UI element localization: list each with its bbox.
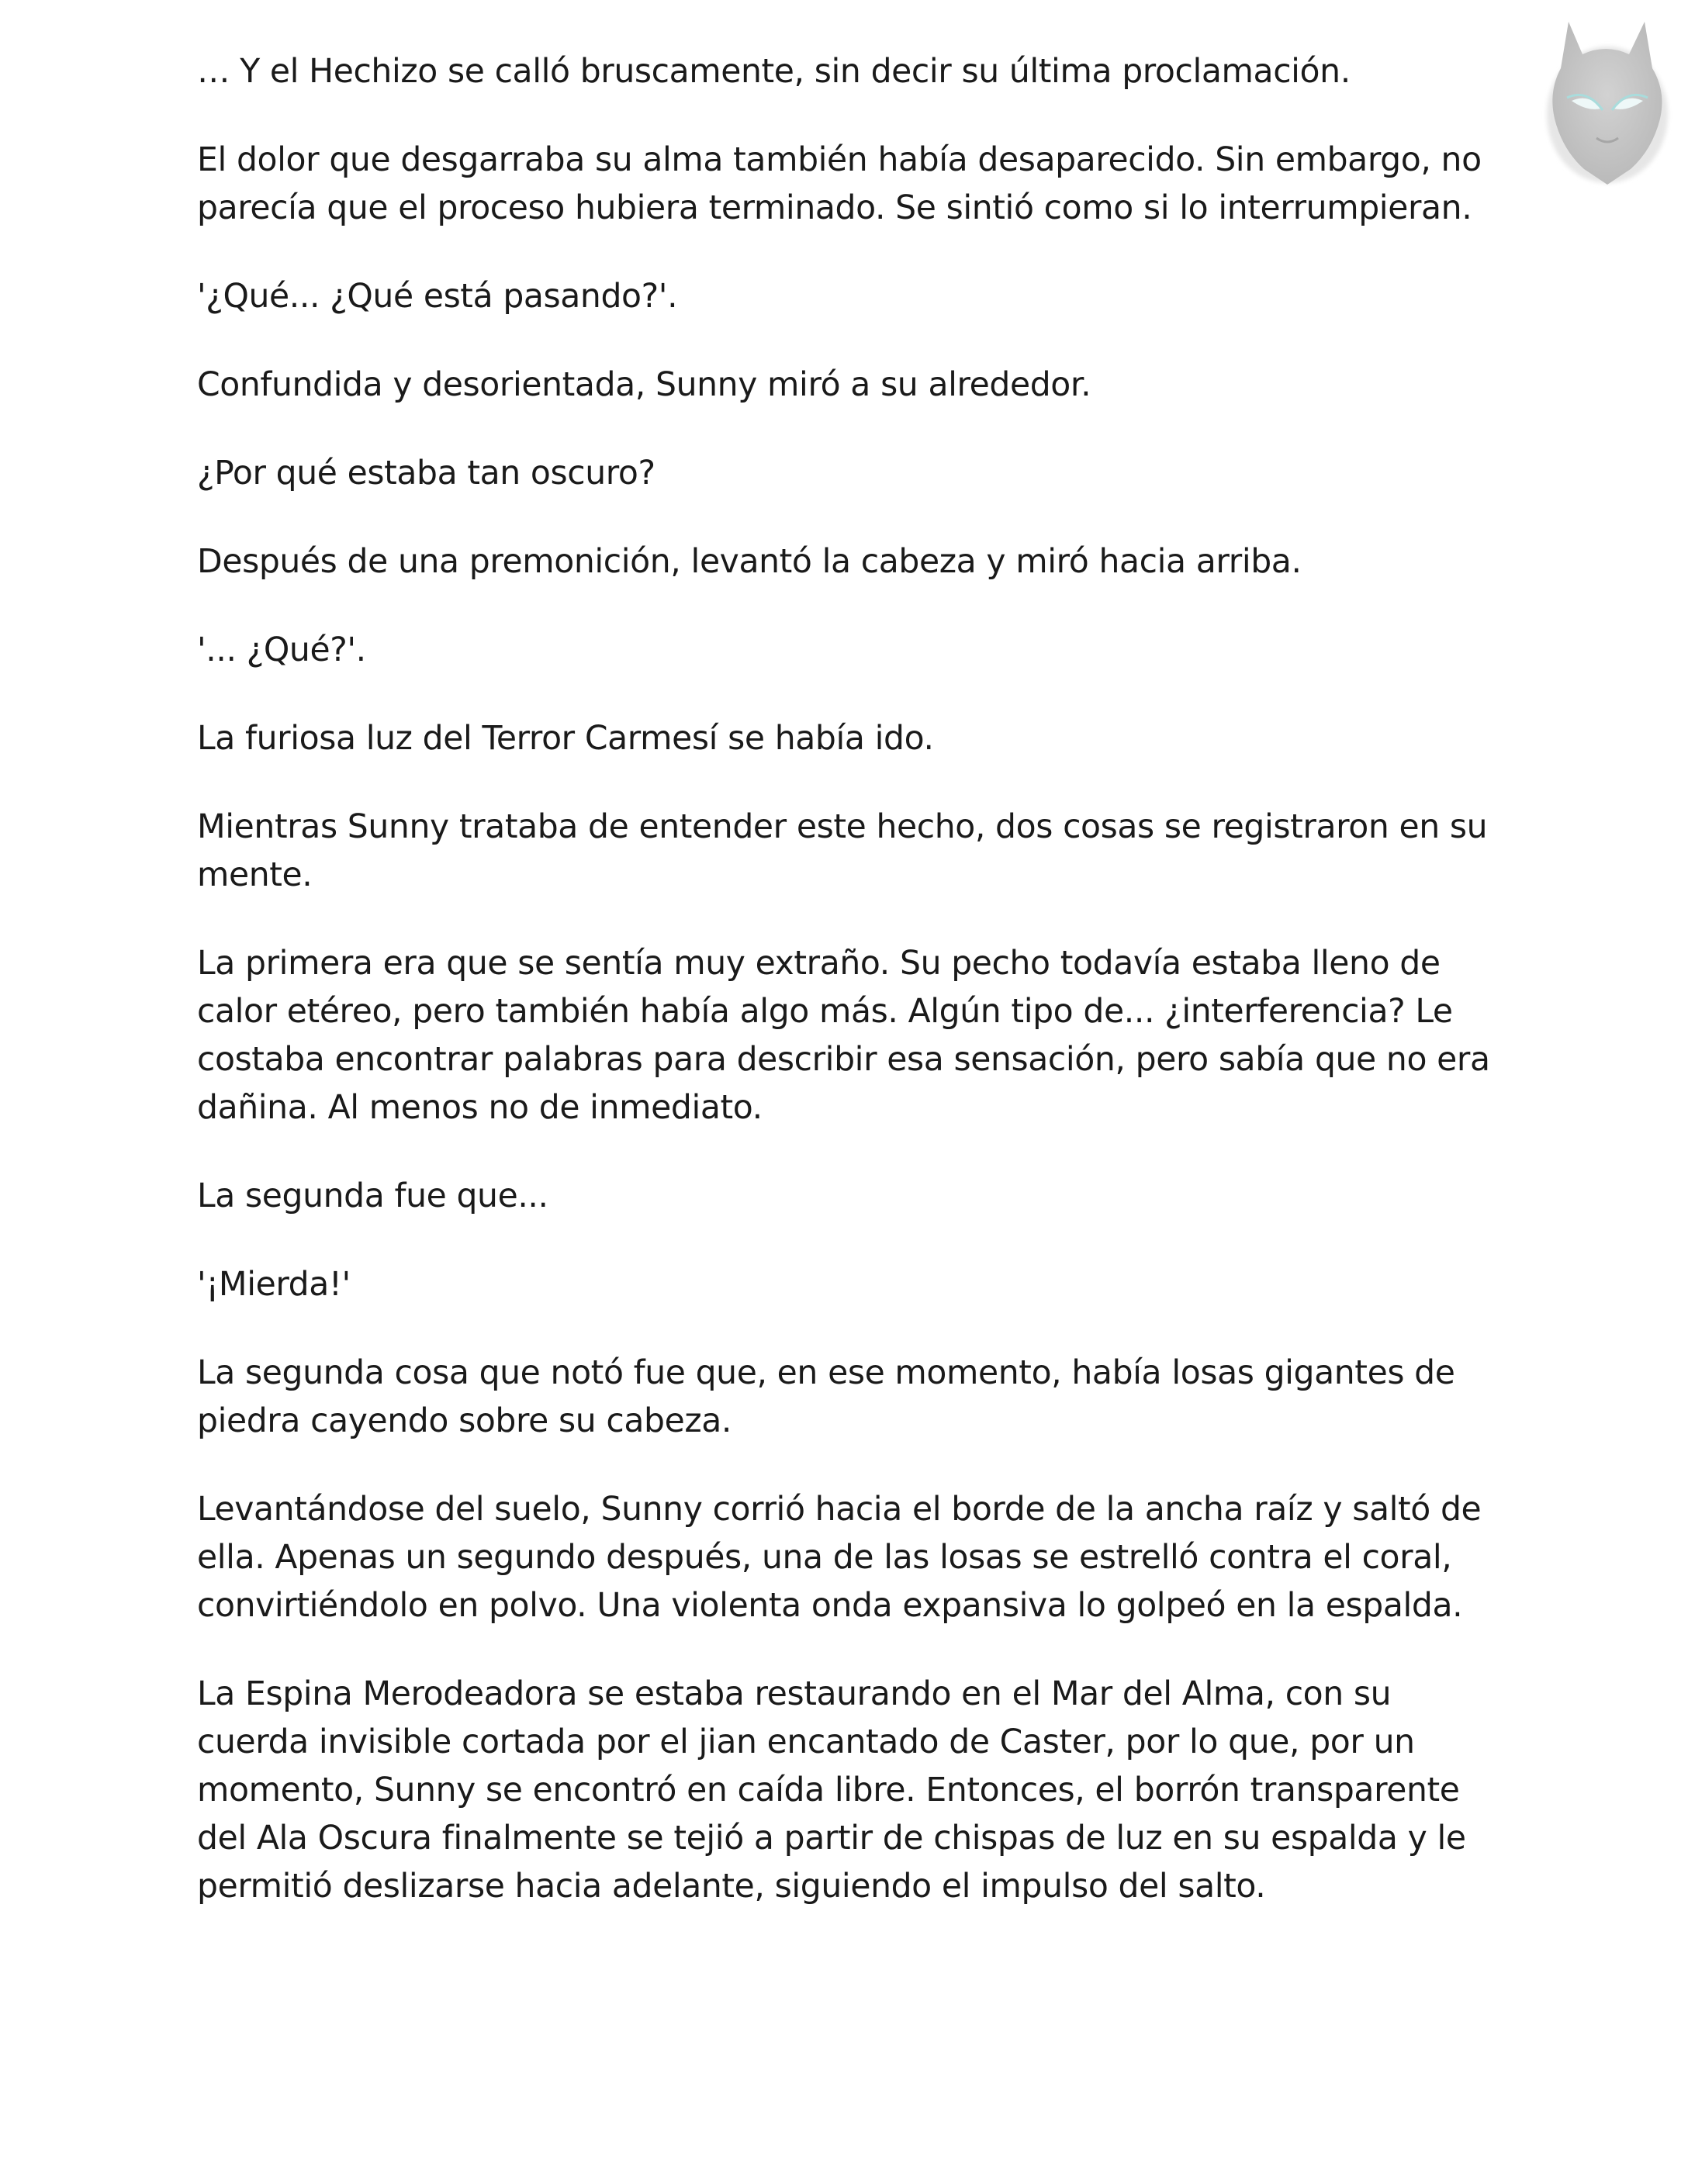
paragraph: El dolor que desgarraba su alma también había desaparecido. Sin embargo, no parecía que el proceso hubiera terminado. Se sintió como si lo interrumpieran.	[197, 141, 1482, 227]
paragraph: Confundida y desorientada, Sunny miró a su alrededor.	[197, 366, 1091, 404]
paragraph: ¿Por qué estaba tan oscuro?	[197, 454, 655, 492]
paragraph: … Y el Hechizo se calló bruscamente, sin decir su última proclamación.	[197, 53, 1351, 91]
paragraph: '... ¿Qué?'.	[197, 631, 366, 669]
paragraph: Mientras Sunny trataba de entender este hecho, dos cosas se registraron en su mente.	[197, 808, 1488, 894]
paragraph: La furiosa luz del Terror Carmesí se había ido.	[197, 720, 934, 758]
paragraph: La Espina Merodeadora se estaba restaurando en el Mar del Alma, con su cuerda invisible cortada por el jian encantado de Caster, por lo que, por un momento, Sunny se encontró en caída libre. Entonces, el borrón transparente del Ala Oscura finalmente se tejió a partir de chispas de luz en su espalda y le permitió deslizarse hacia adelante, siguiendo el impulso del salto.	[197, 1675, 1466, 1906]
paragraph: '¿Qué... ¿Qué está pasando?'.	[197, 278, 678, 316]
paragraph: Levantándose del suelo, Sunny corrió hacia el borde de la ancha raíz y saltó de ella. Apenas un segundo después, una de las losas se estrelló contra el coral, convirtiéndolo en polvo. Una violenta onda expansiva lo golpeó en la espalda.	[197, 1491, 1482, 1625]
chapter-text	[197, 48, 1500, 1951]
paragraph: La primera era que se sentía muy extraño. Su pecho todavía estaba lleno de calor etéreo, pero también había algo más. Algún tipo de... ¿interferencia? Le costaba encontrar palabras para describir esa sensación, pero sabía que no era dañina. Al menos no de inmediato.	[197, 945, 1490, 1127]
demon-head-icon	[1528, 14, 1683, 192]
paragraph: La segunda fue que...	[197, 1177, 548, 1215]
paragraph: Después de una premonición, levantó la cabeza y miró hacia arriba.	[197, 543, 1302, 581]
paragraph: '¡Mierda!'	[197, 1266, 351, 1304]
paragraph: La segunda cosa que notó fue que, en ese momento, había losas gigantes de piedra cayendo sobre su cabeza.	[197, 1354, 1455, 1440]
